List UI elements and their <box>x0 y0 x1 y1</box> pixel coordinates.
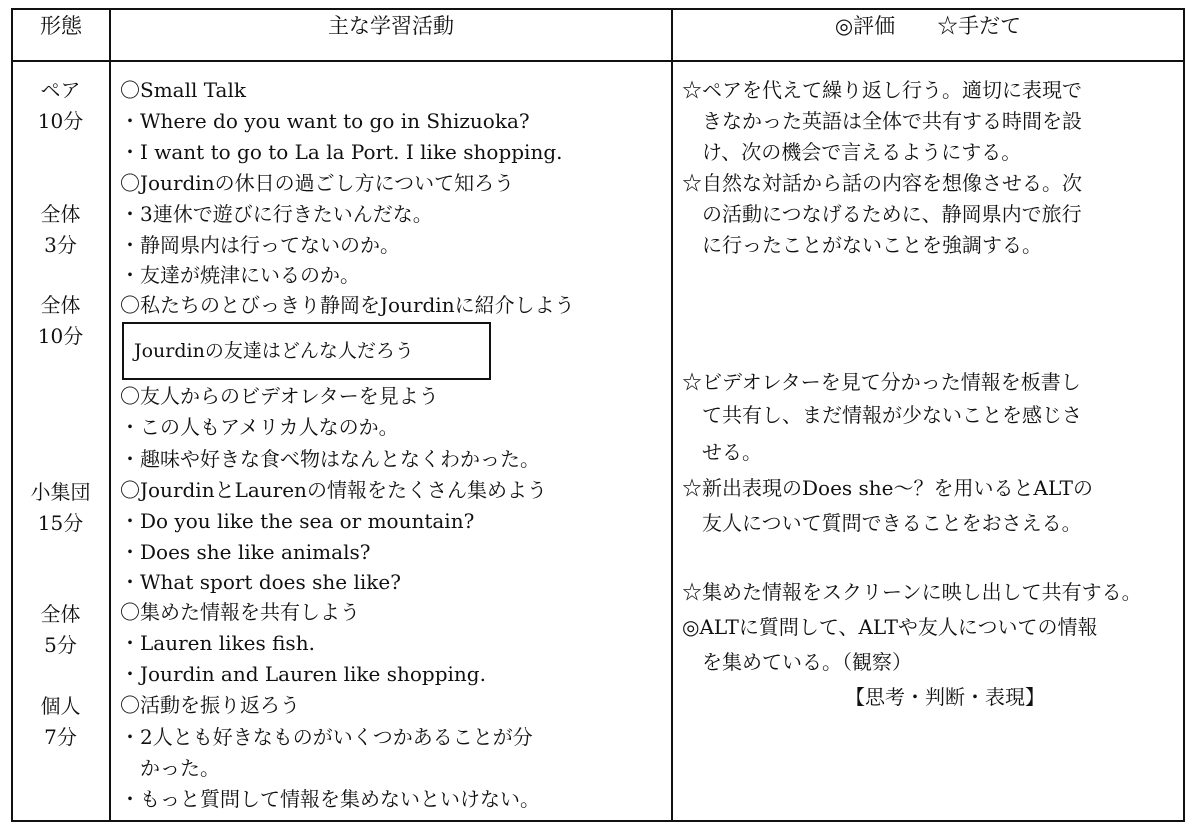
activity-line: 〇活動を振り返ろう <box>120 693 300 717</box>
activity-line: ・友達が焼津にいるのか。 <box>120 263 360 287</box>
activity-line: ・2人とも好きなものがいくつかあることが分 <box>120 725 533 749</box>
activity-line: 〇JourdinとLaurenの情報をたくさん集めよう <box>120 478 547 502</box>
activity-line: ・趣味や好きな食べ物はなんとなくわかった。 <box>120 447 540 471</box>
activity-line: 〇私たちのとびっきり静岡をJourdinに紹介しよう <box>120 293 575 317</box>
form-label: 15分 <box>37 511 84 535</box>
activity-line: ・Jourdin and Lauren like shopping. <box>120 662 486 686</box>
evaluation-criteria: 【思考・判断・表現】 <box>845 685 1045 709</box>
activity-line: 〇Jourdinの休日の過ごし方について知ろう <box>120 171 515 195</box>
evaluation-line: ☆集めた情報をスクリーンに映し出して共有する。 <box>682 580 1142 604</box>
evaluation-line: ☆ペアを代えて繰り返し行う。適切に表現で <box>682 78 1082 102</box>
activity-line: ・静岡県内は行ってないのか。 <box>120 233 400 257</box>
column-divider-2 <box>671 10 673 820</box>
activity-line: 〇Small Talk <box>120 78 246 102</box>
form-label: 小集団 <box>30 480 91 504</box>
activity-line: ・What sport does she like? <box>120 570 401 594</box>
evaluation-line: ☆ビデオレターを見て分かった情報を板書し <box>682 370 1081 394</box>
activity-line: ・Where do you want to go in Shizuoka? <box>120 109 530 133</box>
evaluation-line: に行ったことがないことを強調する。 <box>682 233 1042 257</box>
evaluation-line: け、次の機会で言えるようにする。 <box>682 140 1022 164</box>
activity-line: ・もっと質問して情報を集めないといけない。 <box>120 787 540 811</box>
form-label: 5分 <box>44 633 77 657</box>
activity-line: ・3連休で遊びに行きたいんだな。 <box>120 202 433 226</box>
form-label: 全体 <box>40 602 81 626</box>
activity-line: 〇友人からのビデオレターを見よう <box>120 384 439 408</box>
activity-line: ・Do you like the sea or mountain? <box>120 509 475 533</box>
header-form: 形態 <box>40 14 82 38</box>
header-evaluation: ◎評価 ☆手だて <box>834 14 1022 38</box>
activity-line: 〇集めた情報を共有しよう <box>120 600 360 624</box>
form-label: 全体 <box>40 202 81 226</box>
activity-line: ・Lauren likes fish. <box>120 631 315 655</box>
form-label: 全体 <box>40 293 81 317</box>
activity-line: かった。 <box>120 756 220 780</box>
form-label: 10分 <box>37 324 84 348</box>
activity-line: ・Does she like animals? <box>120 540 371 564</box>
form-label: ペア <box>40 78 81 102</box>
header-divider <box>13 60 1183 62</box>
activity-line: ・この人もアメリカ人なのか。 <box>120 415 399 439</box>
evaluation-line: せる。 <box>682 440 762 464</box>
evaluation-line: の活動につなげるために、静岡県内で旅行 <box>682 202 1082 226</box>
evaluation-line: 友人について質問できることをおさえる。 <box>682 511 1082 535</box>
form-label: 10分 <box>37 109 84 133</box>
form-label: 個人 <box>40 694 81 718</box>
form-label: 3分 <box>44 233 77 257</box>
evaluation-line: ◎ALTに質問して、ALTや友人についての情報 <box>682 615 1098 639</box>
evaluation-line: ☆自然な対話から話の内容を想像させる。次 <box>682 171 1082 195</box>
evaluation-line: て共有し、まだ情報が少ないことを感じさ <box>682 403 1082 427</box>
evaluation-line: ☆新出表現のDoes she～？を用いるとALTの <box>682 476 1093 500</box>
evaluation-line: を集めている。（観察） <box>682 650 912 674</box>
column-divider-1 <box>109 10 111 820</box>
evaluation-line: きなかった英語は全体で共有する時間を設 <box>682 109 1082 133</box>
form-label: 7分 <box>44 725 77 749</box>
activity-line: ・I want to go to La la Port. I like shopping. <box>120 140 563 164</box>
header-activities: 主な学習活動 <box>328 14 454 38</box>
goal-box: Jourdinの友達はどんな人だろう <box>122 322 491 380</box>
